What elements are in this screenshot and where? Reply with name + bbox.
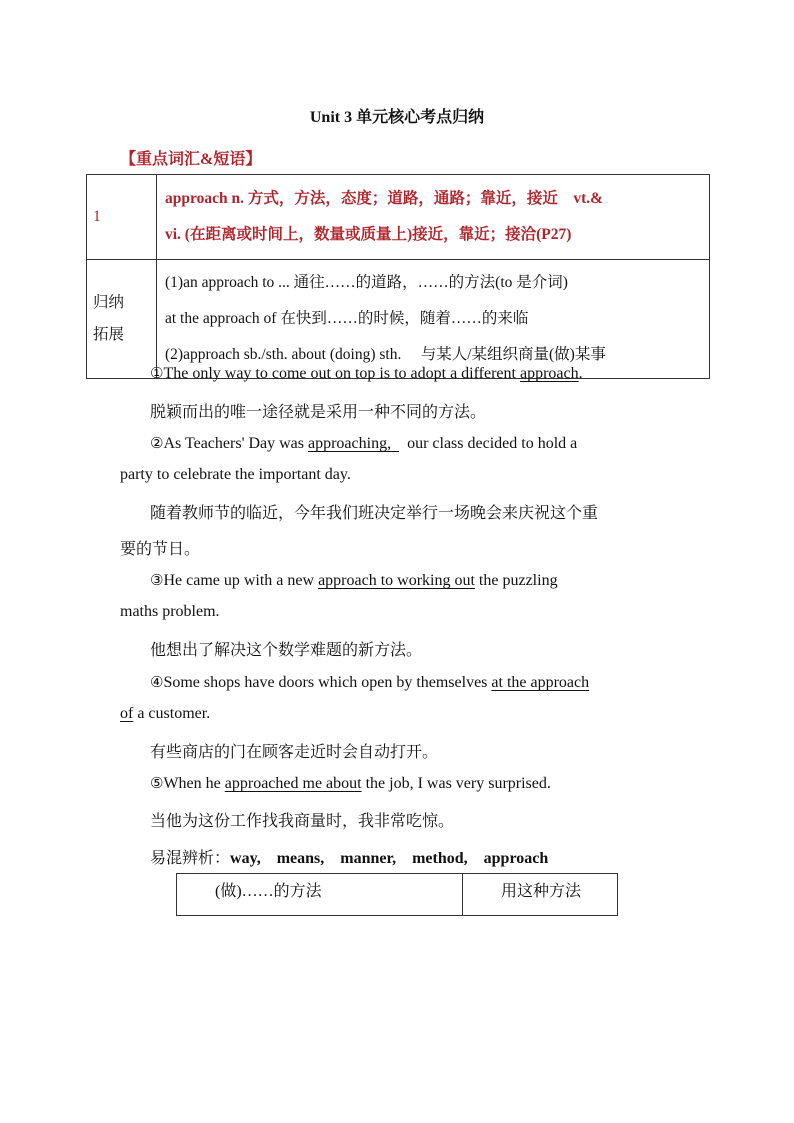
example-5-translation: 当他为这份工作找我商量时，我非常吃惊。 [150, 813, 455, 830]
example-2 [150, 434, 577, 453]
compare-cell-1: (做)……的方法 [177, 874, 463, 916]
example-number: ④ [150, 673, 164, 691]
example-text: a customer. [133, 705, 211, 722]
example-text: our class decided to hold a [399, 435, 578, 452]
example-text: As Teachers' Day was [163, 435, 308, 452]
expansion-line-2: at the approach of 在快到……的时候，随着……的来临 [165, 310, 529, 327]
confusion-words: way, means, manner, method, approach [230, 850, 549, 867]
example-text: the puzzling [474, 572, 558, 589]
example-underline: at the approach [491, 674, 590, 691]
compare-row [177, 874, 618, 916]
expansion-label-2: 拓展 [93, 326, 125, 343]
example-number: ② [150, 434, 164, 452]
example-number: ① [150, 364, 164, 382]
example-underline: approach to working out [318, 572, 475, 589]
example-5 [150, 774, 551, 793]
example-text: He came up with a new [163, 572, 319, 589]
example-2-translation-1: 随着教师节的临近，今年我们班决定举行一场晚会来庆祝这个重 [150, 505, 599, 522]
example-text: Some shops have doors which open by themselves [163, 674, 492, 691]
definition-line-2: vi. (在距离或时间上，数量或质量上)接近，靠近；接洽(P27) [165, 226, 572, 243]
example-underline: approached me about [224, 775, 362, 792]
example-4-translation: 有些商店的门在顾客走近时会自动打开。 [150, 744, 439, 761]
compare-table [176, 873, 618, 916]
example-underline: approach [519, 365, 579, 382]
example-text: When he [163, 775, 225, 792]
example-2-continued: party to celebrate the important day. [120, 466, 351, 483]
example-3-continued: maths problem. [120, 603, 220, 620]
example-text: the job, I was very surprised. [361, 775, 551, 792]
example-3 [150, 571, 558, 590]
example-4-continued [120, 705, 210, 723]
expansion-line-1: (1)an approach to ... 通往……的道路，……的方法(to 是介词) [165, 274, 568, 291]
example-underline: approaching, [307, 435, 400, 452]
example-1 [150, 364, 583, 383]
compare-cell-2: 用这种方法 [463, 874, 618, 916]
example-1-translation: 脱颖而出的唯一途径就是采用一种不同的方法。 [150, 404, 487, 421]
example-number: ⑤ [150, 774, 164, 792]
vocab-number-text: 1 [93, 208, 101, 225]
expansion-line-3: (2)approach sb./sth. about (doing) sth. 与某人/某组织商量(做)某事 [165, 346, 606, 363]
page-title: Unit 3 单元核心考点归纳 [309, 109, 485, 126]
example-underline: of [120, 705, 134, 722]
expansion-label-1: 归纳 [93, 294, 125, 311]
confusion-label: 易混辨析： [150, 850, 231, 867]
example-number: ③ [150, 571, 164, 589]
example-4 [150, 673, 589, 692]
confusion-line [150, 845, 548, 868]
definition-line-1: approach n. 方式，方法，态度；道路，通路；靠近，接近 vt.& [165, 190, 604, 207]
example-3-translation: 他想出了解决这个数学难题的新方法。 [150, 642, 423, 659]
section-heading: 【重点词汇&短语】 [120, 151, 262, 168]
example-text: . [578, 365, 583, 382]
examples-body [120, 0, 680, 1123]
example-2-translation-2: 要的节日。 [120, 541, 201, 558]
example-text: The only way to come out on top is to adopt a different [163, 365, 520, 382]
